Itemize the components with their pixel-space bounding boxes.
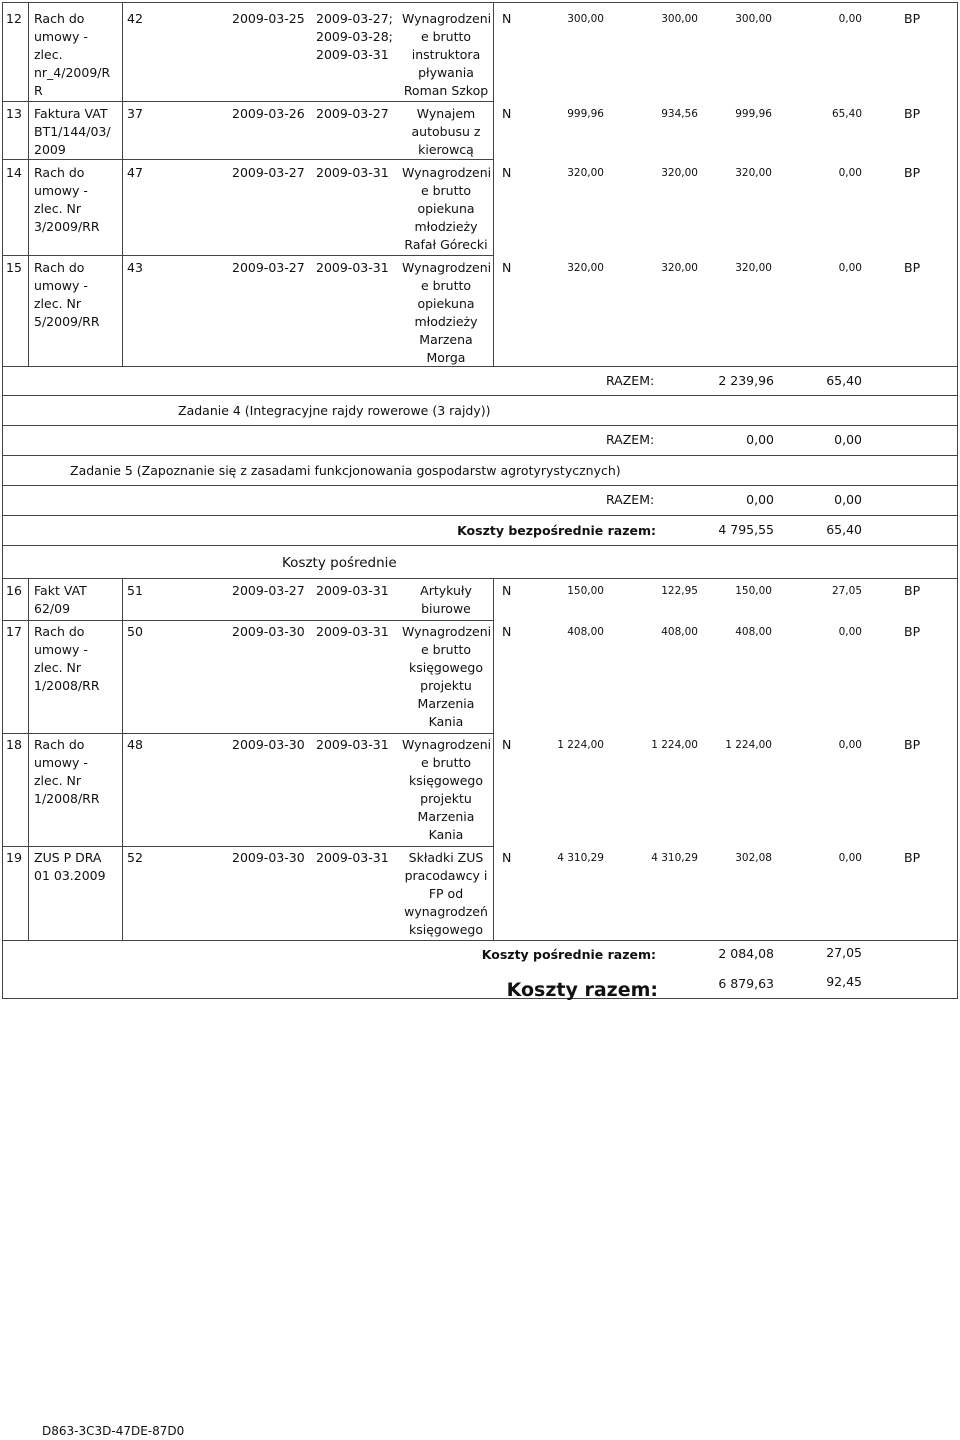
eligible-amount: 320,00	[735, 262, 772, 274]
funding-source: BP	[904, 260, 921, 275]
document-name: Rach do umowy - zlec. Nr 1/2008/RR	[34, 737, 100, 806]
payment-date: 2009-03-31	[316, 850, 389, 865]
payment-date: 2009-03-31	[316, 165, 389, 180]
subtotal-vat: 65,40	[826, 373, 862, 388]
issue-date: 2009-03-27	[232, 165, 305, 180]
eligible-amount: 300,00	[735, 13, 772, 25]
issue-date: 2009-03-30	[232, 624, 305, 639]
expense-description: Artykuły biurowe	[420, 583, 472, 616]
gross-amount: 150,00	[567, 585, 604, 597]
subtotal-label: RAZEM:	[606, 373, 655, 388]
gross-amount: 300,00	[567, 13, 604, 25]
entry-number: 43	[127, 260, 143, 275]
row-number: 16	[6, 583, 22, 598]
net-amount: 300,00	[661, 13, 698, 25]
funding-source: BP	[904, 583, 921, 598]
funding-source: BP	[904, 106, 921, 121]
entry-number: 52	[127, 850, 143, 865]
row-number: 14	[6, 165, 22, 180]
subtotal-amount: 0,00	[746, 432, 774, 447]
funding-source: BP	[904, 624, 921, 639]
subtotal-vat: 0,00	[834, 432, 862, 447]
eligible-amount: 150,00	[735, 585, 772, 597]
cost-type: N	[502, 106, 512, 121]
document-code: D863-3C3D-47DE-87D0	[42, 1424, 185, 1438]
vat-amount: 0,00	[838, 852, 862, 864]
payment-date: 2009-03-27; 2009-03-28; 2009-03-31	[316, 11, 393, 62]
net-amount: 122,95	[661, 585, 698, 597]
expense-description: Wynajem autobusu z kierowcą	[411, 106, 481, 157]
row-number: 19	[6, 850, 22, 865]
direct-costs-label: Koszty bezpośrednie razem:	[457, 523, 656, 538]
direct-costs-amount: 4 795,55	[718, 522, 774, 537]
funding-source: BP	[904, 165, 921, 180]
eligible-amount: 408,00	[735, 626, 772, 638]
net-amount: 320,00	[661, 262, 698, 274]
gross-amount: 999,96	[567, 108, 604, 120]
row-number: 13	[6, 106, 22, 121]
row-number: 17	[6, 624, 22, 639]
subtotal-label: RAZEM:	[606, 492, 655, 507]
issue-date: 2009-03-26	[232, 106, 305, 121]
payment-date: 2009-03-27	[316, 106, 389, 121]
subtotal-vat: 0,00	[834, 492, 862, 507]
net-amount: 934,56	[661, 108, 698, 120]
eligible-amount: 320,00	[735, 167, 772, 179]
net-amount: 4 310,29	[651, 852, 698, 864]
document-name: Fakt VAT 62/09	[34, 583, 87, 616]
gross-amount: 408,00	[567, 626, 604, 638]
entry-number: 47	[127, 165, 143, 180]
indirect-costs-amount: 2 084,08	[718, 946, 774, 961]
expense-description: Wynagrodzeni e brutto instruktora pływania Roman Szkop	[402, 11, 492, 98]
vat-amount: 0,00	[838, 626, 862, 638]
funding-source: BP	[904, 850, 921, 865]
vat-amount: 0,00	[838, 13, 862, 25]
task-5-title: Zadanie 5 (Zapoznanie się z zasadami funkcjonowania gospodarstw agrotyrystycznych)	[70, 463, 621, 478]
document-name: ZUS P DRA 01 03.2009	[34, 850, 106, 883]
document-name: Rach do umowy - zlec. Nr 1/2008/RR	[34, 624, 100, 693]
indirect-costs-heading: Koszty pośrednie	[282, 555, 397, 571]
funding-source: BP	[904, 11, 921, 26]
cost-type: N	[502, 11, 512, 26]
gross-amount: 320,00	[567, 262, 604, 274]
payment-date: 2009-03-31	[316, 583, 389, 598]
payment-date: 2009-03-31	[316, 624, 389, 639]
payment-date: 2009-03-31	[316, 260, 389, 275]
vat-amount: 0,00	[838, 167, 862, 179]
issue-date: 2009-03-30	[232, 850, 305, 865]
net-amount: 1 224,00	[651, 739, 698, 751]
document-name: Rach do umowy - zlec. nr_4/2009/R R	[34, 11, 111, 98]
funding-source: BP	[904, 737, 921, 752]
net-amount: 320,00	[661, 167, 698, 179]
eligible-amount: 302,08	[735, 852, 772, 864]
expense-description: Wynagrodzeni e brutto księgowego projektu Marzenia Kania	[402, 624, 492, 729]
eligible-amount: 1 224,00	[725, 739, 772, 751]
cost-type: N	[502, 260, 512, 275]
entry-number: 42	[127, 11, 143, 26]
vat-amount: 0,00	[838, 739, 862, 751]
document-name: Rach do umowy - zlec. Nr 5/2009/RR	[34, 260, 100, 329]
entry-number: 48	[127, 737, 143, 752]
task-4-title: Zadanie 4 (Integracyjne rajdy rowerowe (3 rajdy))	[178, 403, 491, 418]
indirect-costs-vat: 27,05	[826, 945, 862, 960]
subtotal-label: RAZEM:	[606, 432, 655, 447]
cost-type: N	[502, 624, 512, 639]
expense-description: Wynagrodzeni e brutto księgowego projektu Marzenia Kania	[402, 737, 492, 842]
issue-date: 2009-03-27	[232, 260, 305, 275]
gross-amount: 320,00	[567, 167, 604, 179]
document-name: Faktura VAT BT1/144/03/ 2009	[34, 106, 111, 157]
entry-number: 50	[127, 624, 143, 639]
indirect-costs-label: Koszty pośrednie razem:	[481, 947, 656, 962]
vat-amount: 0,00	[838, 262, 862, 274]
entry-number: 51	[127, 583, 143, 598]
expense-description: Składki ZUS pracodawcy i FP od wynagrodzeń księgowego	[404, 850, 488, 937]
expense-description: Wynagrodzeni e brutto opiekuna młodzieży Marzena Morga	[402, 260, 492, 365]
subtotal-amount: 0,00	[746, 492, 774, 507]
grand-total-vat: 92,45	[826, 974, 862, 989]
net-amount: 408,00	[661, 626, 698, 638]
gross-amount: 4 310,29	[557, 852, 604, 864]
vat-amount: 27,05	[831, 585, 862, 597]
expense-description: Wynagrodzeni e brutto opiekuna młodzieży Rafał Górecki	[402, 165, 492, 252]
issue-date: 2009-03-30	[232, 737, 305, 752]
eligible-amount: 999,96	[735, 108, 772, 120]
gross-amount: 1 224,00	[557, 739, 604, 751]
row-number: 15	[6, 260, 22, 275]
cost-type: N	[502, 165, 512, 180]
cost-type: N	[502, 583, 512, 598]
subtotal-amount: 2 239,96	[718, 373, 774, 388]
row-number: 18	[6, 737, 22, 752]
grand-total-label: Koszty razem:	[506, 979, 658, 1001]
document-name: Rach do umowy - zlec. Nr 3/2009/RR	[34, 165, 100, 234]
direct-costs-vat: 65,40	[826, 522, 862, 537]
vat-amount: 65,40	[831, 108, 862, 120]
payment-date: 2009-03-31	[316, 737, 389, 752]
entry-number: 37	[127, 106, 143, 121]
grand-total-amount: 6 879,63	[718, 976, 774, 991]
issue-date: 2009-03-25	[232, 11, 305, 26]
cost-type: N	[502, 737, 512, 752]
issue-date: 2009-03-27	[232, 583, 305, 598]
cost-type: N	[502, 850, 512, 865]
row-number: 12	[6, 11, 22, 26]
